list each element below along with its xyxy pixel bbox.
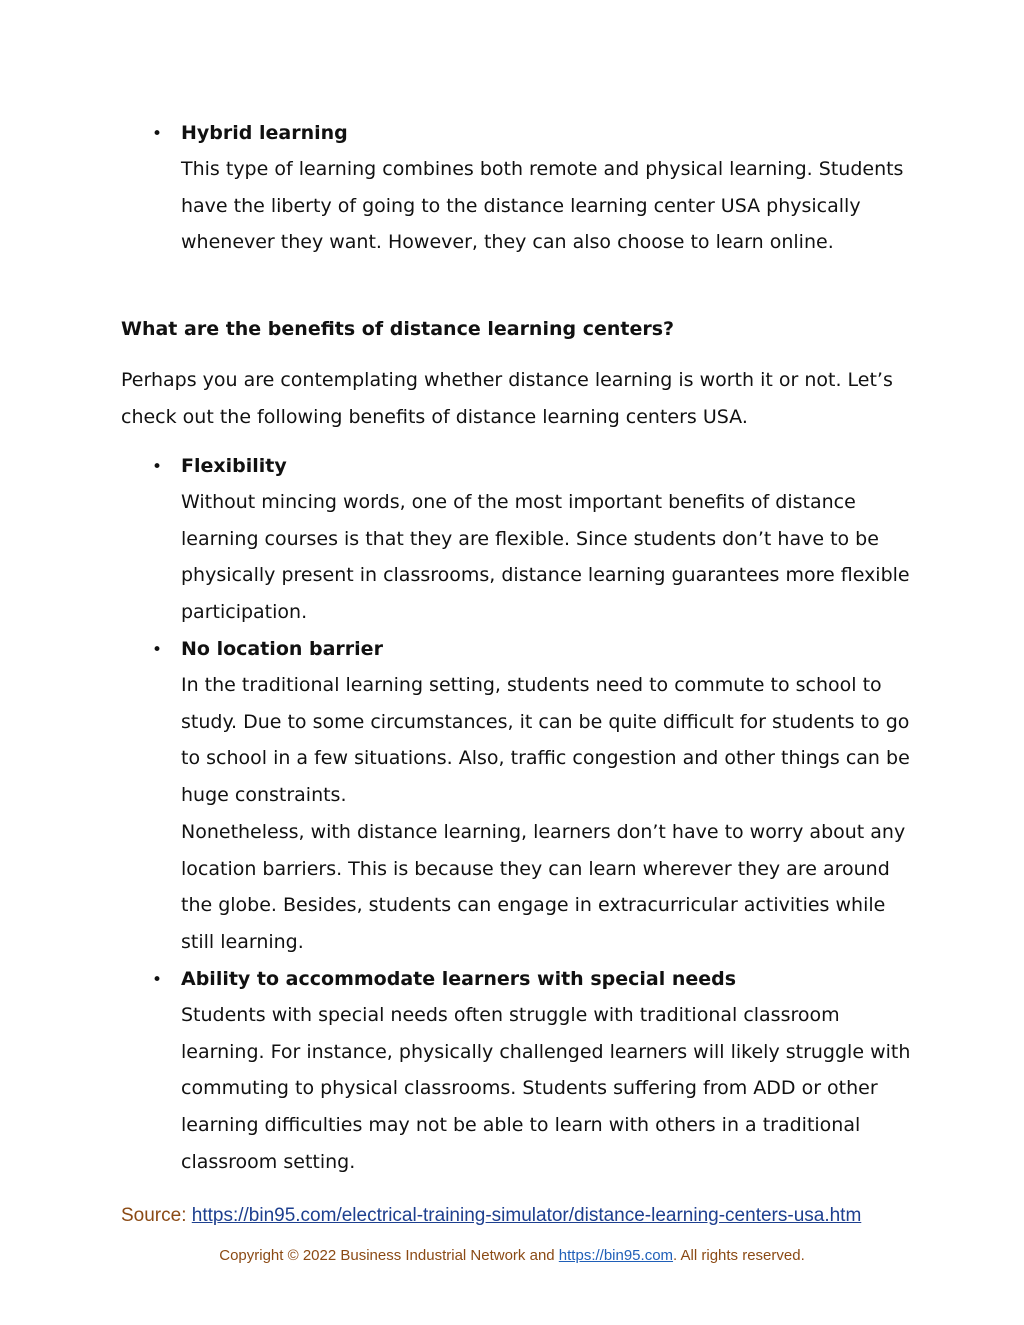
- source-label: Source:: [121, 1205, 187, 1226]
- bullet-point: •: [152, 970, 163, 990]
- item-body: Students with special needs often struggle with traditional classroom learning. For instance, physically challenged learners will likely struggle with commuting to physical classrooms. Students suffering from ADD or other learning difficulties may not be able to learn with others in a traditional classroom setting.: [181, 1004, 911, 1173]
- item-title: No location barrier: [181, 638, 383, 660]
- item-body: This type of learning combines both remote and physical learning. Students have the liberty of going to the distance learning center USA physically whenever they want. However, they can also choose to learn online.: [181, 158, 904, 254]
- copyright-suffix: . All rights reserved.: [673, 1247, 805, 1264]
- item-body: In the traditional learning setting, students need to commute to school to study. Due to some circumstances, it can be quite difficult for students to go to school in a few situations. Also, traffic congestion and other things can be huge constraints.: [181, 674, 910, 807]
- item-title: Flexibility: [181, 455, 287, 477]
- bullet-point: •: [152, 457, 163, 477]
- list-item-hybrid-learning: [181, 123, 911, 261]
- list-item-flexibility: [181, 456, 911, 631]
- item-body: Without mincing words, one of the most important benefits of distance learning courses is that they are flexible. Since students don’t have to be physically present in classrooms, distance learning guarantees more flexible participation.: [181, 491, 910, 624]
- section-heading: What are the benefits of distance learning centers?: [121, 318, 675, 340]
- item-title: Ability to accommodate learners with special needs: [181, 968, 737, 990]
- copyright-link[interactable]: https://bin95.com: [558, 1247, 674, 1264]
- intro-paragraph: Perhaps you are contemplating whether distance learning is worth it or not. Let’s check out the following benefits of distance learning centers USA.: [121, 369, 893, 428]
- bullet-point: •: [152, 640, 163, 660]
- source-link[interactable]: https://bin95.com/electrical-training-simulator/distance-learning-centers-usa.htm: [191, 1205, 862, 1226]
- bullet-point: •: [152, 124, 163, 144]
- source-line: [121, 1205, 861, 1227]
- copyright-text: Copyright © 2022 Business Industrial Network and: [219, 1247, 555, 1264]
- list-item-no-location-barrier: [181, 639, 911, 961]
- item-body-continued: Nonetheless, with distance learning, learners don’t have to worry about any location barriers. This is because they can learn wherever they are around the globe. Besides, students can engage in extracurricular activities while still learning.: [181, 820, 906, 953]
- item-title: Hybrid learning: [181, 122, 348, 144]
- copyright-footer: [0, 1247, 1024, 1265]
- list-item-special-needs: [181, 969, 911, 1181]
